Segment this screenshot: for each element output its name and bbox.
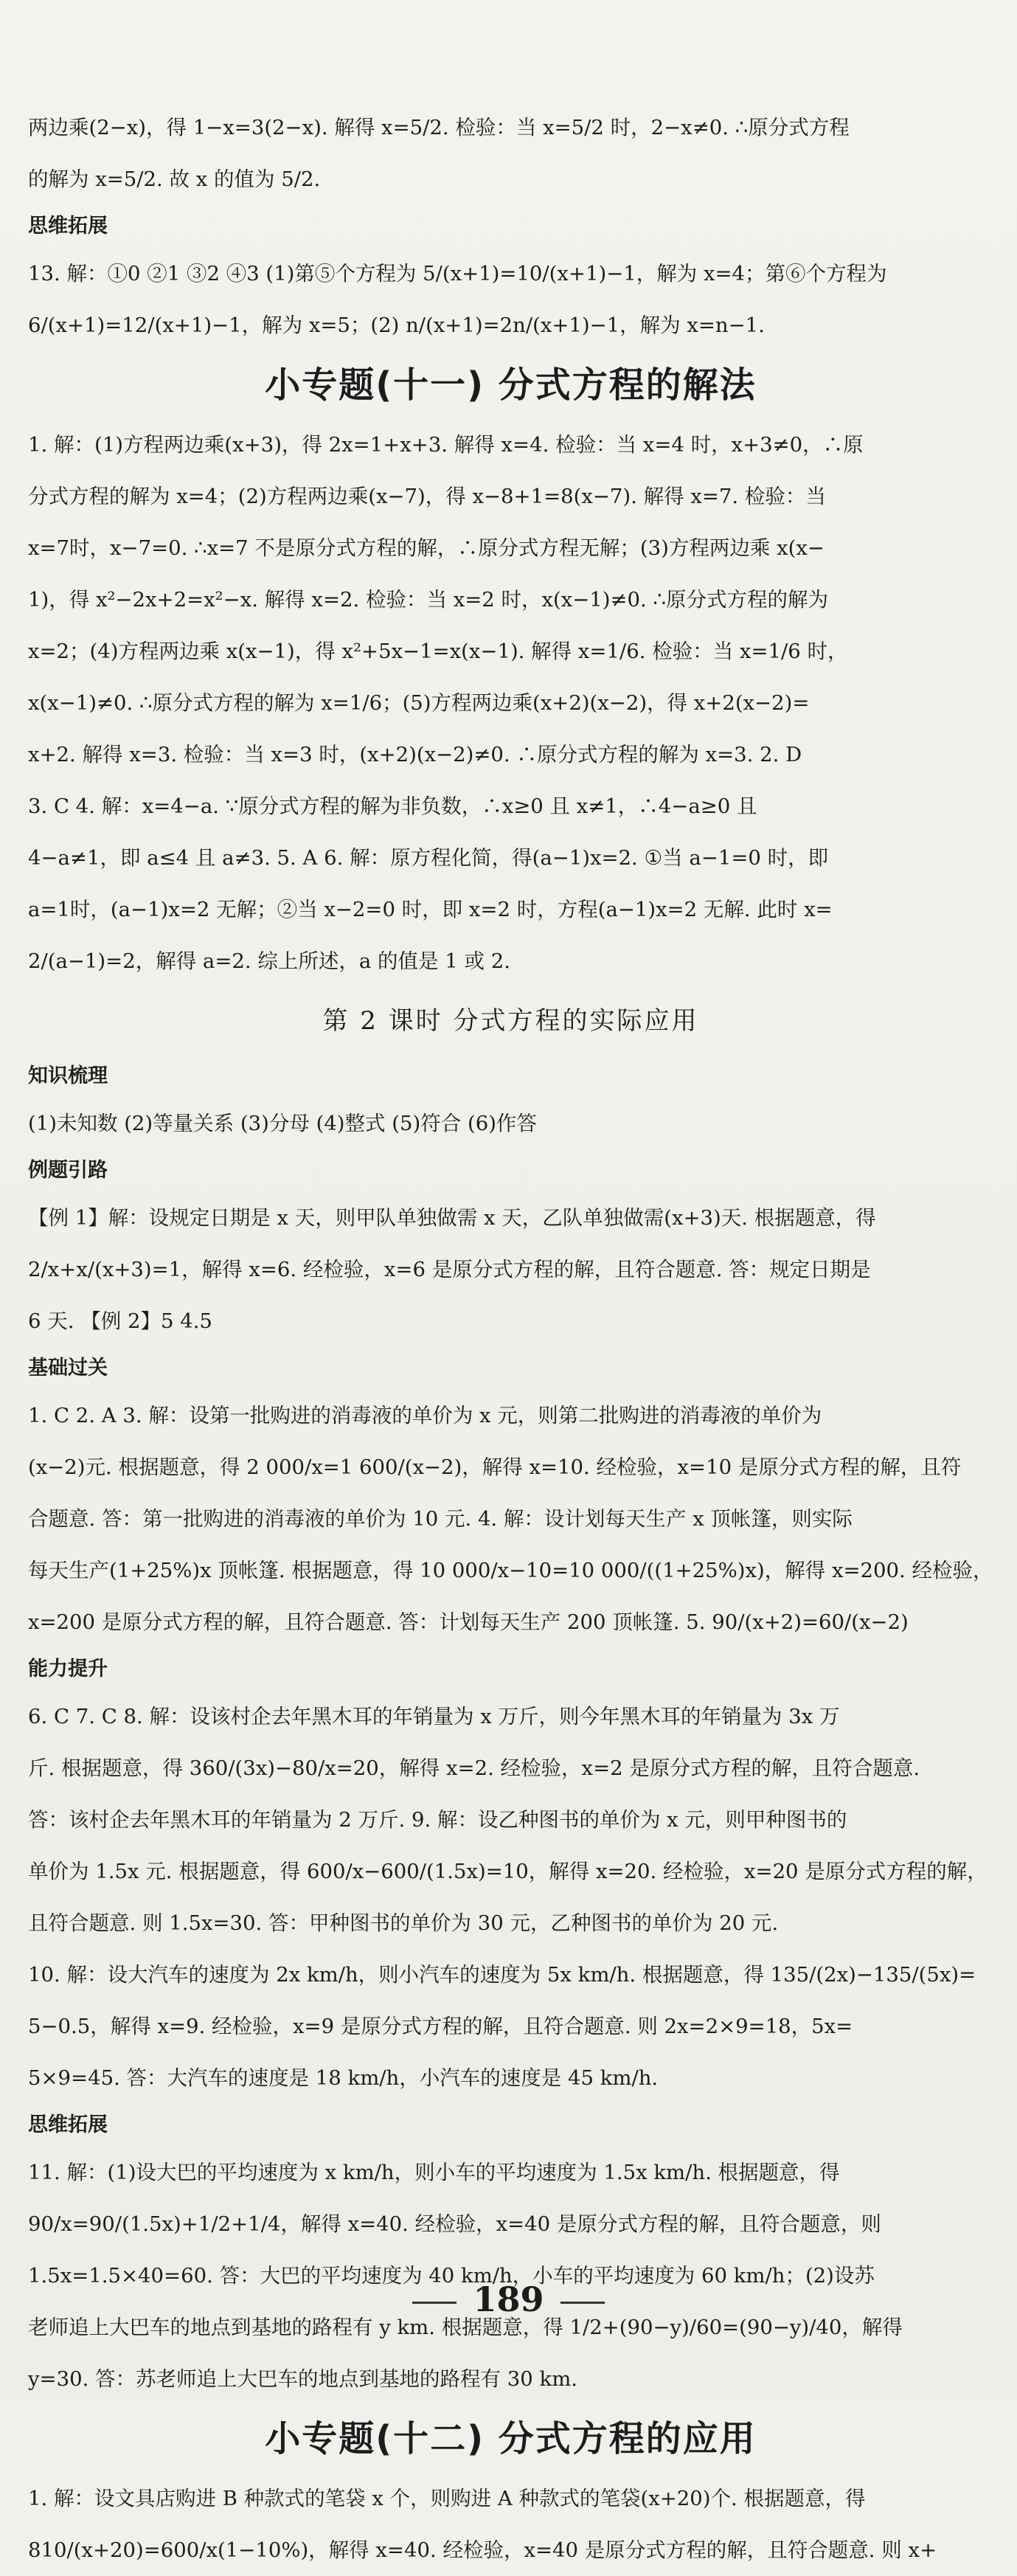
text-line: 4−a≠1，即 a≤4 且 a≠3. 5. A 6. 解：原方程化简，得(a−1)x=2. ①当 a−1=0 时，即	[28, 846, 829, 870]
text-line: 810/(x+20)=600/x(1−10%)，解得 x=40. 经检验，x=40 是原分式方程的解，且符合题意. 则 x+	[28, 2538, 937, 2562]
text-line: (x−2)元. 根据题意，得 2 000/x=1 600/(x−2)，解得 x=10. 经检验，x=10 是原分式方程的解，且符	[28, 1455, 962, 1479]
text-line: 【例 1】解：设规定日期是 x 天，则甲队单独做需 x 天，乙队单独做需(x+3)天. 根据题意，得	[28, 1206, 876, 1230]
text-line: 分式方程的解为 x=4；(2)方程两边乘(x−7)，得 x−8+1=8(x−7). 解得 x=7. 检验：当	[28, 485, 826, 508]
text-line: 两边乘(2−x)，得 1−x=3(2−x). 解得 x=5/2. 检验：当 x=5/2 时，2−x≠0. ∴原分式方程	[28, 116, 850, 139]
lesson-title: 第 2 课时 分式方程的实际应用	[322, 1006, 699, 1036]
text-line: 2/x+x/(x+3)=1，解得 x=6. 经检验，x=6 是原分式方程的解，且符合题意. 答：规定日期是	[28, 1258, 871, 1281]
text-line: 6 天. 【例 2】5 4.5	[28, 1309, 212, 1333]
text-line: 90/x=90/(1.5x)+1/2+1/4，解得 x=40. 经检验，x=40 是原分式方程的解，且符合题意，则	[28, 2212, 881, 2236]
text-line: 1. 解：(1)方程两边乘(x+3)，得 2x=1+x+3. 解得 x=4. 检验：当 x=4 时，x+3≠0，∴原	[28, 433, 864, 457]
text-line: y=30. 答：苏老师追上大巴车的地点到基地的路程有 30 km.	[28, 2367, 578, 2391]
text-line: 5×9=45. 答：大汽车的速度是 18 km/h，小汽车的速度是 45 km/h.	[28, 2066, 659, 2090]
answer-paragraph	[28, 102, 993, 205]
answer-paragraph	[28, 1390, 993, 1648]
page-number-text: 189	[473, 2279, 544, 2319]
text-line: 1)，得 x²−2x+2=x²−x. 解得 x=2. 检验：当 x=2 时，x(x−1)≠0. ∴原分式方程的解为	[28, 588, 829, 612]
section-heading: 例题引路	[28, 1159, 108, 1182]
answer-paragraph	[28, 248, 993, 351]
text-line: a=1时，(a−1)x=2 无解；②当 x−2=0 时，即 x=2 时，方程(a−1)x=2 无解. 此时 x=	[28, 898, 833, 921]
text-line: 13. 解：①0 ②1 ③2 ④3 (1)第⑤个方程为 5/(x+1)=10/(x+1)−1，解为 x=4；第⑥个方程为	[28, 262, 887, 285]
section-heading: 思维拓展	[28, 215, 108, 238]
text-line: 单价为 1.5x 元. 根据题意，得 600/x−600/(1.5x)=10，解得 x=20. 经检验，x=20 是原分式方程的解，	[28, 1860, 988, 1883]
text-line: 1. C 2. A 3. 解：设第一批购进的消毒液的单价为 x 元，则第二批购进的消毒液的单价为	[28, 1404, 822, 1427]
text-line: 6/(x+1)=12/(x+1)−1，解为 x=5；(2) n/(x+1)=2n/(x+1)−1，解为 x=n−1.	[28, 314, 765, 337]
answer-paragraph	[28, 1192, 993, 1347]
text-line: 1. 解：设文具店购进 B 种款式的笔袋 x 个，则购进 A 种款式的笔袋(x+20)个. 根据题意，得	[28, 2487, 866, 2510]
text-line: 1.5x=1.5×40=60. 答：大巴的平均速度为 40 km/h，小车的平均速度为 60 km/h；(2)设苏	[28, 2264, 875, 2288]
text-line: 2/(a−1)=2，解得 a=2. 综上所述，a 的值是 1 或 2.	[28, 949, 510, 973]
text-line: x+2. 解得 x=3. 检验：当 x=3 时，(x+2)(x−2)≠0. ∴原分式方程的解为 x=3. 2. D	[28, 743, 802, 766]
answer-paragraph	[28, 2473, 993, 2576]
text-line: x=200 是原分式方程的解，且符合题意. 答：计划每天生产 200 顶帐篷. 5. 90/(x+2)=60/(x−2)	[28, 1610, 909, 1634]
text-line: 每天生产(1+25%)x 顶帐篷. 根据题意，得 10 000/x−10=10 000/((1+25%)x)，解得 x=200. 经检验，	[28, 1559, 993, 1582]
answer-content	[28, 102, 993, 2576]
text-line: 6. C 7. C 8. 解：设该村企去年黑木耳的年销量为 x 万斤，则今年黑木耳的年销量为 3x 万	[28, 1705, 840, 1728]
text-line: 5−0.5，解得 x=9. 经检验，x=9 是原分式方程的解，且符合题意. 则 2x=2×9=18，5x=	[28, 2015, 853, 2038]
text-line: x=7时，x−7=0. ∴x=7 不是原分式方程的解，∴原分式方程无解；(3)方程两边乘 x(x−	[28, 536, 825, 560]
text-line: 斤. 根据题意，得 360/(3x)−80/x=20，解得 x=2. 经检验，x=2 是原分式方程的解，且符合题意.	[28, 1756, 920, 1780]
text-line: 答：该村企去年黑木耳的年销量为 2 万斤. 9. 解：设乙种图书的单价为 x 元，则甲种图书的	[28, 1808, 847, 1832]
text-line: 老师追上大巴车的地点到基地的路程有 y km. 根据题意，得 1/2+(90−y)/60=(90−y)/40，解得	[28, 2316, 903, 2339]
text-line: 10. 解：设大汽车的速度为 2x km/h，则小汽车的速度为 5x km/h. 根据题意，得 135/(2x)−135/(5x)=	[28, 1963, 976, 1987]
answer-paragraph	[28, 419, 993, 987]
page-number	[0, 2279, 1017, 2319]
text-line: 合题意. 答：第一批购进的消毒液的单价为 10 元. 4. 解：设计划每天生产 x 顶帐篷，则实际	[28, 1507, 853, 1531]
text-line: (1)未知数 (2)等量关系 (3)分母 (4)整式 (5)符合 (6)作答	[28, 1112, 537, 1135]
answer-paragraph	[28, 1098, 993, 1149]
topic-title: 小专题(十二) 分式方程的应用	[265, 2418, 757, 2459]
answer-paragraph	[28, 2147, 993, 2405]
section-heading: 思维拓展	[28, 2113, 108, 2136]
text-line: 且符合题意. 则 1.5x=30. 答：甲种图书的单价为 30 元，乙种图书的单价为 20 元.	[28, 1911, 779, 1935]
topic-title: 小专题(十一) 分式方程的解法	[265, 364, 757, 406]
page-number-left-rule	[412, 2302, 457, 2304]
page-number-right-rule	[560, 2302, 605, 2304]
section-heading: 基础过关	[28, 1357, 108, 1379]
text-line: 3. C 4. 解：x=4−a. ∵原分式方程的解为非负数，∴x≥0 且 x≠1，∴4−a≥0 且	[28, 794, 757, 818]
text-line: x(x−1)≠0. ∴原分式方程的解为 x=1/6；(5)方程两边乘(x+2)(x−2)，得 x+2(x−2)=	[28, 691, 810, 715]
text-line: x=2；(4)方程两边乘 x(x−1)，得 x²+5x−1=x(x−1). 解得 x=1/6. 检验：当 x=1/6 时，	[28, 640, 848, 663]
section-heading: 知识梳理	[28, 1064, 108, 1087]
text-line: 11. 解：(1)设大巴的平均速度为 x km/h，则小车的平均速度为 1.5x km/h. 根据题意，得	[28, 2161, 840, 2184]
section-heading: 能力提升	[28, 1658, 108, 1680]
text-line: 的解为 x=5/2. 故 x 的值为 5/2.	[28, 167, 321, 191]
answer-paragraph	[28, 1691, 993, 2104]
